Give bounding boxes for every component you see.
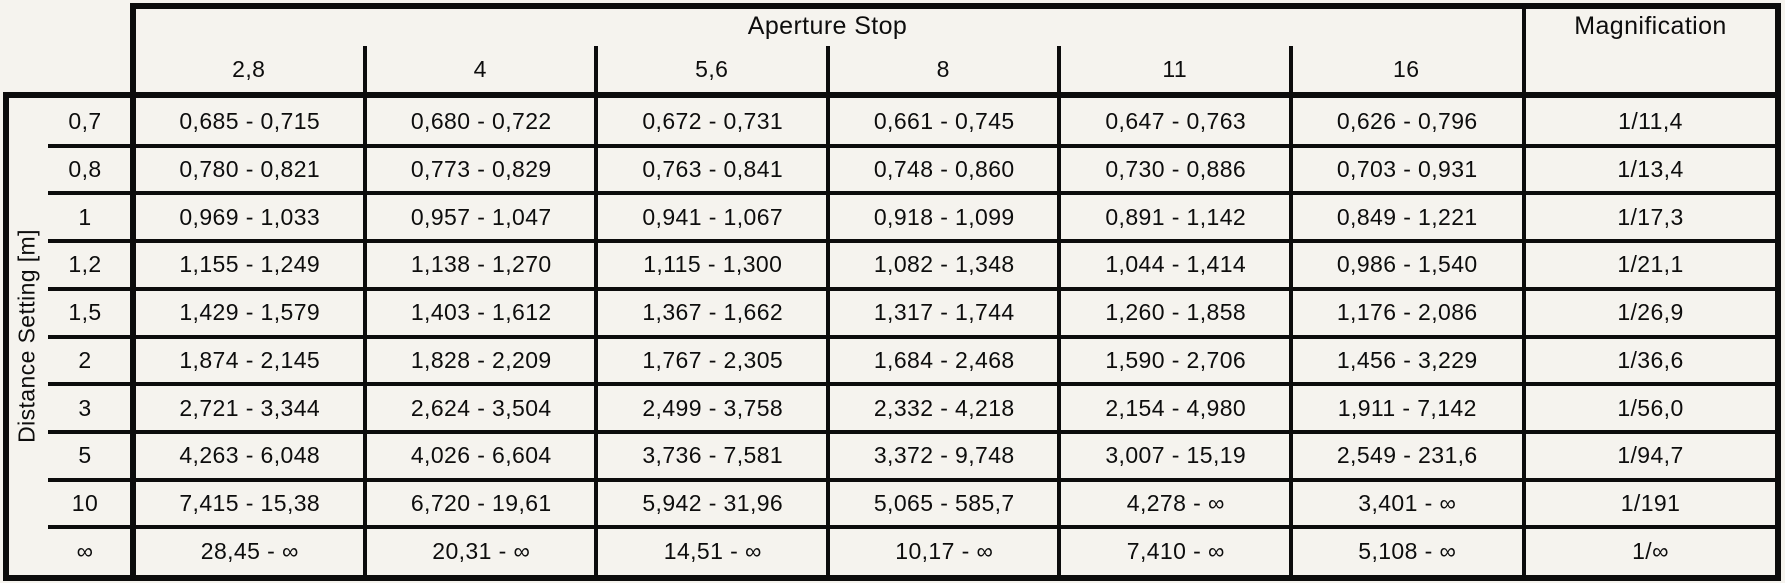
dof-range-cell: 0,672 - 0,731 [642, 108, 784, 135]
dof-range-cell: 0,918 - 1,099 [873, 203, 1015, 230]
dof-range-cell: 1,155 - 1,249 [179, 251, 321, 278]
dof-range-cell: 0,703 - 0,931 [1336, 156, 1478, 183]
gridline [1775, 3, 1781, 581]
dof-range-cell: 6,720 - 19,61 [410, 489, 552, 516]
magnification-value: 1/36,6 [1617, 346, 1684, 373]
dof-range-cell: 0,891 - 1,142 [1105, 203, 1247, 230]
dof-range-cell: 5,108 - ∞ [1358, 537, 1457, 564]
dof-range-cell: 0,730 - 0,886 [1105, 156, 1247, 183]
dof-range-cell: 2,154 - 4,980 [1105, 394, 1247, 421]
dof-range-cell: 7,415 - 15,38 [179, 489, 321, 516]
gridline [130, 3, 1781, 9]
dof-range-cell: 1,403 - 1,612 [410, 299, 552, 326]
magnification-value: 1/17,3 [1617, 203, 1684, 230]
distance-value: 5 [78, 442, 92, 469]
dof-range-cell: 1,044 - 1,414 [1105, 251, 1247, 278]
distance-value: 1,2 [68, 251, 102, 278]
magnification-value: 1/94,7 [1617, 442, 1684, 469]
distance-value: ∞ [76, 537, 94, 564]
dof-range-cell: 2,499 - 3,758 [642, 394, 784, 421]
dof-range-cell: 4,278 - ∞ [1126, 489, 1225, 516]
dof-range-cell: 1,115 - 1,300 [643, 251, 783, 278]
dof-range-cell: 0,748 - 0,860 [873, 156, 1015, 183]
dof-range-cell: 1,911 - 7,142 [1337, 394, 1477, 421]
aperture-value-header: 5,6 [695, 55, 729, 82]
distance-value: 10 [71, 489, 99, 516]
dof-range-cell: 1,828 - 2,209 [410, 346, 552, 373]
magnification-value: 1/11,4 [1618, 108, 1683, 135]
distance-value: 1 [78, 203, 92, 230]
dof-range-cell: 1,317 - 1,744 [873, 299, 1015, 326]
gridline [3, 575, 1778, 581]
dof-range-cell: 0,941 - 1,067 [642, 203, 784, 230]
dof-range-cell: 0,969 - 1,033 [179, 203, 321, 230]
dof-range-cell: 1,767 - 2,305 [642, 346, 784, 373]
dof-range-cell: 1,429 - 1,579 [179, 299, 321, 326]
dof-range-cell: 1,590 - 2,706 [1105, 346, 1247, 373]
gridline [3, 92, 9, 581]
dof-range-cell: 5,942 - 31,96 [642, 489, 784, 516]
dof-range-cell: 0,849 - 1,221 [1336, 203, 1478, 230]
magnification-header: Magnification [1574, 11, 1727, 40]
dof-range-cell: 14,51 - ∞ [663, 537, 762, 564]
dof-range-cell: 3,736 - 7,581 [642, 442, 784, 469]
dof-range-cell: 0,957 - 1,047 [410, 203, 552, 230]
aperture-value-header: 4 [473, 55, 487, 82]
dof-range-cell: 1,456 - 3,229 [1336, 346, 1478, 373]
magnification-value: 1/21,1 [1617, 251, 1684, 278]
distance-value: 3 [78, 394, 92, 421]
dof-range-cell: 2,332 - 4,218 [873, 394, 1015, 421]
dof-range-cell: 28,45 - ∞ [200, 537, 299, 564]
dof-range-cell: 2,624 - 3,504 [410, 394, 552, 421]
dof-range-cell: 20,31 - ∞ [432, 537, 531, 564]
dof-range-cell: 1,138 - 1,270 [410, 251, 552, 278]
magnification-value: 1/13,4 [1617, 156, 1684, 183]
distance-value: 0,7 [68, 108, 102, 135]
aperture-value-header: 8 [936, 55, 950, 82]
dof-range-cell: 1,684 - 2,468 [873, 346, 1015, 373]
dof-range-cell: 1,082 - 1,348 [873, 251, 1015, 278]
magnification-value: 1/∞ [1632, 537, 1669, 564]
dof-range-cell: 3,401 - ∞ [1358, 489, 1457, 516]
dof-range-cell: 0,986 - 1,540 [1336, 251, 1478, 278]
dof-range-cell: 0,685 - 0,715 [179, 108, 321, 135]
dof-range-cell: 7,410 - ∞ [1126, 537, 1225, 564]
magnification-value: 1/26,9 [1617, 299, 1684, 326]
gridline [363, 46, 367, 581]
gridline [1289, 46, 1293, 581]
dof-range-cell: 0,773 - 0,829 [410, 156, 552, 183]
dof-range-cell: 1,260 - 1,858 [1105, 299, 1247, 326]
magnification-value: 1/191 [1620, 489, 1681, 516]
dof-range-cell: 0,680 - 0,722 [410, 108, 552, 135]
dof-range-cell: 4,263 - 6,048 [179, 442, 321, 469]
aperture-stop-header: Aperture Stop [747, 11, 908, 40]
dof-range-cell: 10,17 - ∞ [895, 537, 994, 564]
dof-range-cell: 0,780 - 0,821 [179, 156, 321, 183]
dof-range-cell: 0,661 - 0,745 [873, 108, 1015, 135]
aperture-value-header: 2,8 [232, 55, 266, 82]
dof-range-cell: 4,026 - 6,604 [410, 442, 552, 469]
distance-value: 2 [78, 346, 92, 373]
dof-range-cell: 1,874 - 2,145 [179, 346, 321, 373]
distance-axis-label: Distance Setting [m] [13, 229, 40, 443]
dof-range-cell: 3,372 - 9,748 [873, 442, 1015, 469]
dof-range-cell: 2,721 - 3,344 [179, 394, 321, 421]
distance-value: 1,5 [68, 299, 102, 326]
gridline [826, 46, 830, 581]
distance-value: 0,8 [68, 156, 102, 183]
dof-range-cell: 2,549 - 231,6 [1336, 442, 1478, 469]
aperture-value-header: 16 [1393, 55, 1420, 82]
dof-range-cell: 0,647 - 0,763 [1105, 108, 1247, 135]
dof-range-cell: 1,367 - 1,662 [642, 299, 784, 326]
dof-range-cell: 0,763 - 0,841 [642, 156, 784, 183]
dof-range-cell: 0,626 - 0,796 [1336, 108, 1478, 135]
dof-range-cell: 3,007 - 15,19 [1105, 442, 1247, 469]
dof-range-cell: 5,065 - 585,7 [873, 489, 1015, 516]
aperture-value-header: 11 [1162, 55, 1188, 82]
magnification-value: 1/56,0 [1617, 394, 1684, 421]
dof-range-cell: 1,176 - 2,086 [1336, 299, 1478, 326]
